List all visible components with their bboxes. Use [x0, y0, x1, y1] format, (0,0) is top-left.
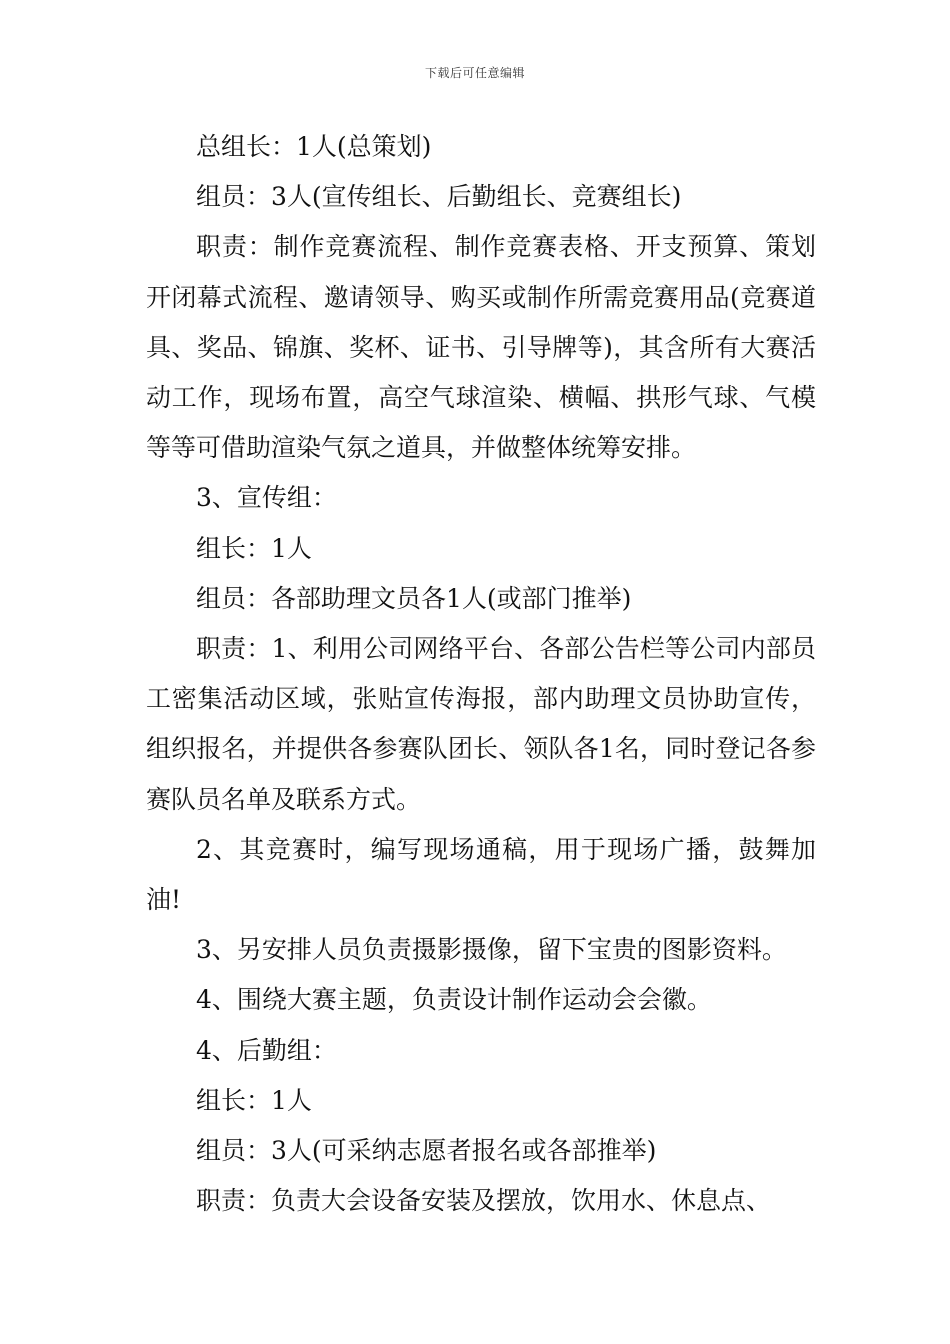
paragraph-logistics-members: 组员：3人(可采纳志愿者报名或各部推举) — [196, 1136, 657, 1166]
paragraph-logistics-leader: 组长：1人 — [196, 1085, 312, 1115]
paragraph-logistics-duties: 职责：负责大会设备安装及摆放，饮用水、休息点、 — [196, 1186, 772, 1216]
paragraph-publicity-duty-2: 2、其竞赛时，编写现场通稿，用于现场广播，鼓舞加油! — [146, 834, 816, 915]
paragraph-publicity-leader: 组长：1人 — [196, 533, 312, 563]
paragraph-chief-leader: 总组长：1人(总策划) — [196, 132, 432, 161]
heading-publicity-group: 3、宣传组： — [196, 483, 337, 513]
heading-logistics-group: 4、后勤组： — [196, 1035, 337, 1065]
paragraph-publicity-duty-3: 3、另安排人员负责摄影摄像，留下宝贵的图影资料。 — [196, 935, 787, 965]
paragraph-members: 组员：3人(宣传组长、后勤组长、竞赛组长) — [196, 182, 682, 212]
paragraph-publicity-duty-1: 职责：1、利用公司网络平台、各部公告栏等公司内部员工密集活动区域，张贴宣传海报，部内助理文员协助宣传，组织报名，并提供各参赛队团长、领队各1名，同时登记各参赛队员名单及联系方式。 — [146, 634, 816, 814]
paragraph-publicity-duty-4: 4、围绕大赛主题，负责设计制作运动会会徽。 — [196, 985, 712, 1015]
paragraph-duties-planning: 职责：制作竞赛流程、制作竞赛表格、开支预算、策划开闭幕式流程、邀请领导、购买或制作所需竞赛用品(竞赛道具、奖品、锦旗、奖杯、证书、引导牌等)，其含所有大赛活动工作，现场布置，高空气球渲染、横幅、拱形气球、气模等等可借助渲染气氛之道具，并做整体统筹安排。 — [146, 232, 816, 463]
document-body — [146, 122, 816, 1226]
paragraph-publicity-members: 组员：各部助理文员各1人(或部门推举) — [196, 583, 632, 613]
page-header-note: 下载后可任意编辑 — [424, 66, 525, 80]
